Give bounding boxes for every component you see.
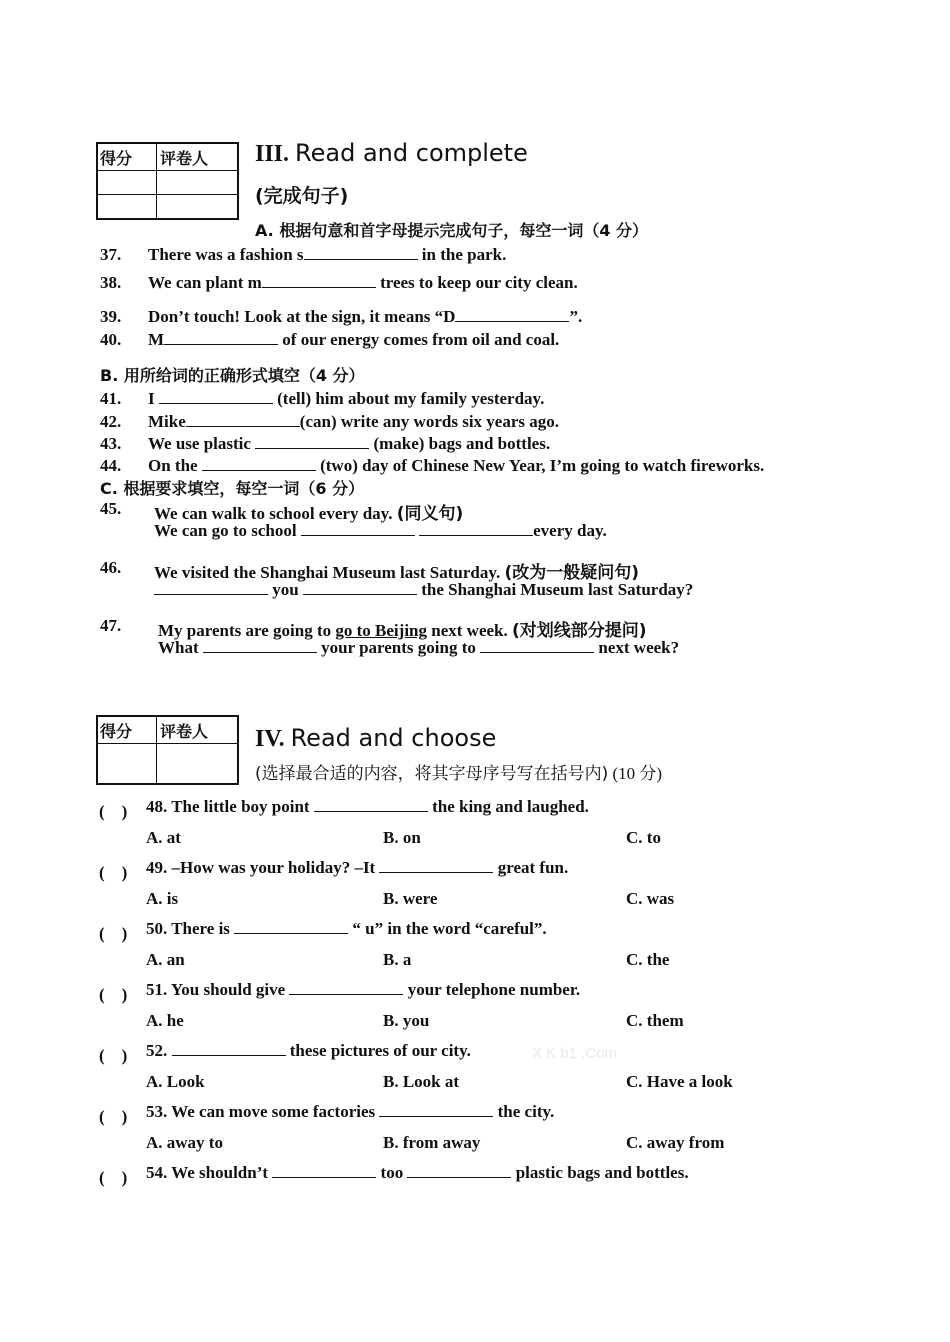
answer-blank[interactable] [159,389,273,404]
answer-blank[interactable] [234,919,348,934]
section4-title: IV. Read and choose [255,724,497,752]
section3-subtitle: (完成句子) [255,185,349,207]
question-37: 37. [100,245,122,264]
answer-blank[interactable] [289,980,403,995]
option-c[interactable]: C. them [626,1011,684,1030]
answer-blank[interactable] [272,1163,376,1178]
option-b[interactable]: B. were [383,889,438,908]
answer-parentheses[interactable]: ( ) [99,1168,128,1187]
answer-parentheses[interactable]: ( ) [99,985,128,1004]
option-a[interactable]: A. Look [146,1072,205,1091]
question-39: 39. [100,307,122,326]
answer-parentheses[interactable]: ( ) [99,802,128,821]
partC-heading: C. 根据要求填空，每空一词（6 分） [100,479,365,498]
option-b[interactable]: B. on [383,828,421,847]
question-49: 49. –How was your holiday? –It great fun. [146,858,569,877]
question-42: 42. [100,412,122,431]
watermark: X K b1 .Com [532,1045,618,1062]
answer-blank[interactable] [164,330,278,345]
answer-parentheses[interactable]: ( ) [99,1046,128,1065]
question-53: 53. We can move some factories the city. [146,1102,555,1121]
option-c[interactable]: C. Have a look [626,1072,733,1091]
answer-parentheses[interactable]: ( ) [99,863,128,882]
section4-subtitle: (选择最合适的内容，将其字母序号写在括号内) (10 分) [255,764,663,784]
score-label: 得分 [100,722,133,741]
option-a[interactable]: A. is [146,889,179,908]
score-box-section4 [96,715,239,785]
question-52: 52. these pictures of our city. [146,1041,471,1060]
option-b[interactable]: B. a [383,950,412,969]
option-a[interactable]: A. away to [146,1133,223,1152]
question-41: 41. [100,389,122,408]
answer-blank[interactable] [379,1102,493,1117]
underlined-phrase: go to Beijing [335,621,427,640]
answer-blank[interactable] [455,307,569,322]
question-48: 48. The little boy point the king and laughed. [146,797,589,816]
answer-blank[interactable] [255,434,369,449]
question-51: 51. You should give your telephone number. [146,980,581,999]
question-47: 47. [100,616,122,635]
answer-blank[interactable] [203,638,317,653]
answer-blank[interactable] [186,412,300,427]
grader-label: 评卷人 [160,722,209,741]
answer-blank[interactable] [407,1163,511,1178]
question-38: 38. [100,273,122,292]
question-50: 50. There is “ u” in the word “careful”. [146,919,547,938]
option-c[interactable]: C. was [626,889,675,908]
question-45: 45. [100,499,122,518]
section3-title: III. Read and complete [255,139,528,167]
grader-label: 评卷人 [160,149,209,168]
answer-parentheses[interactable]: ( ) [99,1107,128,1126]
answer-blank[interactable] [379,858,493,873]
question-40: 40. [100,330,122,349]
partB-heading: B. 用所给词的正确形式填空（4 分） [100,366,365,385]
score-label: 得分 [100,149,133,168]
answer-blank[interactable] [262,273,376,288]
answer-parentheses[interactable]: ( ) [99,924,128,943]
score-box-section3 [96,142,239,220]
answer-blank[interactable] [172,1041,286,1056]
option-a[interactable]: A. he [146,1011,184,1030]
question-46: 46. [100,558,122,577]
option-a[interactable]: A. at [146,828,181,847]
option-b[interactable]: B. from away [383,1133,481,1152]
option-c[interactable]: C. away from [626,1133,725,1152]
option-c[interactable]: C. to [626,828,661,847]
question-54: 54. We shouldn’t too plastic bags and bottles. [146,1163,689,1182]
answer-blank[interactable] [304,245,418,260]
answer-blank[interactable] [202,456,316,471]
question-43: 43. [100,434,122,453]
option-c[interactable]: C. the [626,950,670,969]
answer-blank[interactable] [303,580,417,595]
option-a[interactable]: A. an [146,950,185,969]
option-b[interactable]: B. you [383,1011,430,1030]
answer-blank[interactable] [314,797,428,812]
answer-blank[interactable] [301,521,415,536]
answer-blank[interactable] [154,580,268,595]
question-44: 44. [100,456,122,475]
answer-blank[interactable] [419,521,533,536]
partA-heading: A. 根据句意和首字母提示完成句子，每空一词（4 分） [255,221,649,240]
answer-blank[interactable] [480,638,594,653]
option-b[interactable]: B. Look at [383,1072,460,1091]
